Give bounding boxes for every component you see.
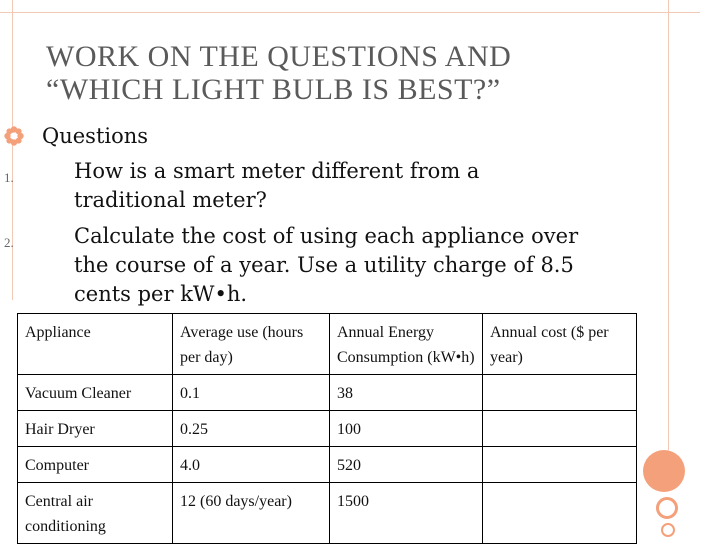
table-cell: 1500 [330, 483, 483, 544]
table-cell: 100 [330, 411, 483, 447]
table-cell [482, 447, 636, 483]
questions-bullet [4, 124, 148, 148]
question-line: the course of a year. Use a utility charge of 8.5 [74, 253, 574, 277]
slide-title-line-1: WORK ON THE QUESTIONS AND [46, 40, 512, 73]
frame-top-line [0, 12, 700, 13]
question-line: Calculate the cost of using each appliance over [74, 224, 579, 248]
table-cell: 12 (60 days/year) [173, 483, 330, 544]
table-row [18, 447, 637, 483]
question-line: traditional meter? [74, 188, 267, 212]
question-text [74, 222, 614, 309]
decorative-circle-large [643, 450, 685, 492]
decorative-circle-small [661, 523, 675, 537]
table-row [18, 375, 637, 411]
appliance-table [17, 313, 637, 544]
table-header-row [18, 314, 637, 375]
table-cell [482, 411, 636, 447]
table-cell: Vacuum Cleaner [18, 375, 173, 411]
table-row [18, 483, 637, 544]
table-cell: 4.0 [173, 447, 330, 483]
table-cell: Hair Dryer [18, 411, 173, 447]
table-cell: Central air conditioning [18, 483, 173, 544]
table-cell: Computer [18, 447, 173, 483]
table-cell [482, 375, 636, 411]
table-row [18, 411, 637, 447]
questions-heading: Questions [42, 124, 149, 148]
table-cell: 520 [330, 447, 483, 483]
question-number: 1. [4, 170, 14, 185]
table-header-cell: Appliance [18, 314, 173, 375]
question-line: How is a smart meter different from a [74, 159, 480, 183]
slide-title-line-2: “WHICH LIGHT BULB IS BEST?” [46, 73, 501, 106]
table-cell [482, 483, 636, 544]
table-header-cell: Average use (hours per day) [173, 314, 330, 375]
table-cell: 0.1 [173, 375, 330, 411]
question-number: 2. [4, 235, 14, 250]
table-header-cell: Annual cost ($ per year) [482, 314, 636, 375]
question-text [74, 157, 614, 215]
decorative-circle-medium [656, 497, 678, 519]
table-header-cell: Annual Energy Consumption (kW•h) [330, 314, 483, 375]
slide-title [46, 40, 646, 106]
table-cell: 38 [330, 375, 483, 411]
question-line: cents per kW•h. [74, 282, 248, 306]
sun-flower-icon [4, 126, 24, 146]
table-cell: 0.25 [173, 411, 330, 447]
frame-right-line [668, 0, 669, 450]
